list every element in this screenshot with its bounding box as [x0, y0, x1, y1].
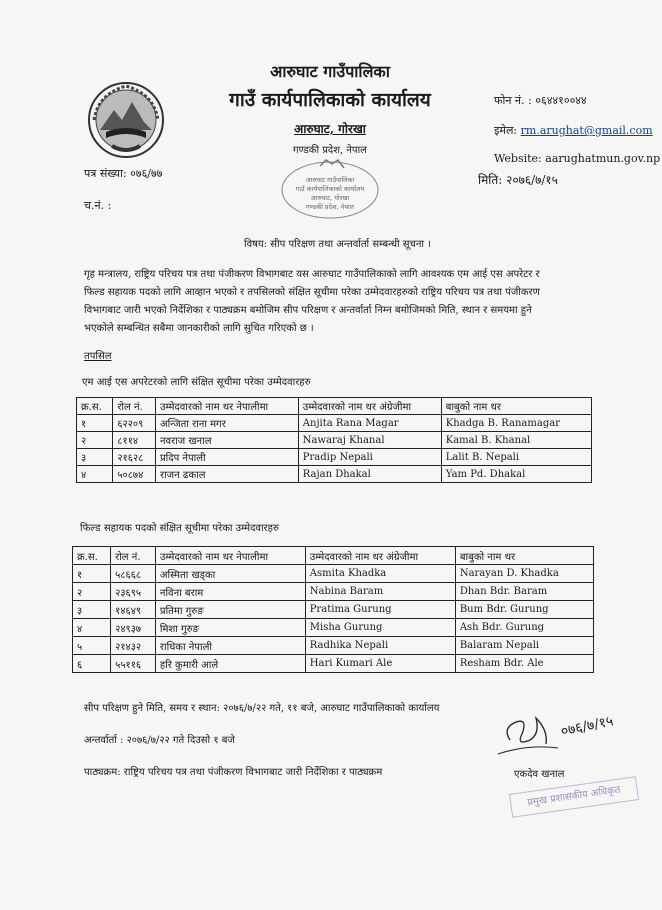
- date-value: २०७६/७/१५: [506, 173, 558, 187]
- office-location: आरुघाट, गोरखा: [294, 122, 366, 136]
- mis-operator-table: [76, 397, 592, 483]
- date-label: मिति:: [478, 173, 503, 187]
- cell: Asmita Khadka: [305, 565, 455, 583]
- col-roll: रोल नं.: [111, 547, 156, 565]
- table-row: [77, 449, 592, 466]
- cell: २: [73, 583, 111, 601]
- table-row: [73, 619, 594, 637]
- cell: २४९३७: [111, 619, 156, 637]
- office-stamp: [276, 158, 384, 222]
- cell: Nawaraj Khanal: [298, 432, 441, 449]
- website-label: Website:: [494, 152, 542, 165]
- skill-test-line: सीप परिक्षण हुने मिति, समय र स्थान: २०७६/७/२२ गते, ११ बजे, आरुघाट गाउँपालिकाको कार्यालय: [84, 703, 440, 714]
- cell: २१६२८: [113, 449, 156, 466]
- col-name-english: उम्मेदवारको नाम थर अंग्रेजीमा: [298, 398, 441, 415]
- table-row: [73, 583, 594, 601]
- table1-caption: एम आई एस अपरेटरको लागि संक्षित सूचीमा परेका उम्मेदवारहरु: [82, 377, 311, 388]
- table-header-row: [77, 398, 592, 415]
- cell: प्रदिप नेपाली: [155, 449, 298, 466]
- cell: हरि कुमारी आले: [155, 655, 305, 673]
- cell: राधिका नेपाली: [155, 637, 305, 655]
- cell: २: [77, 432, 113, 449]
- cell: Kamal B. Khanal: [441, 432, 591, 449]
- cell: Dhan Bdr. Baram: [455, 583, 593, 601]
- cell: Radhika Nepali: [305, 637, 455, 655]
- website-link[interactable]: aarughatmun.gov.np: [545, 152, 661, 165]
- table-row: [73, 565, 594, 583]
- table-row: [77, 432, 592, 449]
- email-label: इमेल:: [494, 124, 518, 137]
- website-line: [494, 152, 660, 165]
- cell: मिशा गुरुङ: [155, 619, 305, 637]
- cell: ५८६६८: [111, 565, 156, 583]
- email-link[interactable]: rm.arughat@gmail.com: [520, 124, 653, 137]
- cell: नवराज खनाल: [155, 432, 298, 449]
- stamp-line-3: आरुघाट, गोरखा: [310, 194, 350, 202]
- cell: Ash Bdr. Gurung: [455, 619, 593, 637]
- date-line: [478, 171, 558, 188]
- col-serial: क्र.स.: [73, 547, 111, 565]
- cell: १: [77, 415, 113, 432]
- subject-line: विषय: सीप परिक्षण तथा अन्तर्वार्ता सम्बन्धी सूचना ।: [244, 239, 431, 250]
- cell: Khadga B. Ranamagar: [441, 415, 591, 432]
- col-father-name: बाबुको नाम थर: [441, 398, 591, 415]
- cell: २१४३२: [111, 637, 156, 655]
- cell: Anjita Rana Magar: [298, 415, 441, 432]
- curriculum-line: पाठ्यक्रम: राष्ट्रिय परिचय पत्र तथा पंजीकरण विभागबाट जारी निर्देशिका र पाठ्यक्रम: [84, 767, 383, 778]
- stamp-line-1: आरुघाट गाउँपालिका: [305, 176, 355, 184]
- cell: नविना बराम: [155, 583, 305, 601]
- table-row: [77, 415, 592, 432]
- body-line-2: फिल्ड सहायक पदको लागि आव्हान भएको र तपसिलको संक्षित सूचीमा परेका उम्मेदवारहरुको राष्ट्रिय परिचय पत्र तथा पंजीकरण: [84, 287, 540, 298]
- table-row: [73, 601, 594, 619]
- cell: Yam Pd. Dhakal: [441, 466, 591, 483]
- designation-stamp: प्रमुख प्रशासकीय अधिकृत: [509, 776, 639, 818]
- table-header-row: [73, 547, 594, 565]
- cell: ४: [77, 466, 113, 483]
- cell: राजन ढकाल: [155, 466, 298, 483]
- col-name-nepali: उम्मेदवारको नाम थर नेपालीमा: [155, 398, 298, 415]
- cell: प्रतिमा गुरुङ: [155, 601, 305, 619]
- cell: अस्मिता खड्का: [155, 565, 305, 583]
- cell: ३: [73, 601, 111, 619]
- table-row: [73, 637, 594, 655]
- cell: Hari Kumari Ale: [305, 655, 455, 673]
- col-name-english: उम्मेदवारको नाम थर अंग्रेजीमा: [305, 547, 455, 565]
- interview-line: अन्तर्वार्ता : २०७६/७/२२ गते दिउसो १ बजे: [84, 735, 235, 746]
- phone-number: ०६४४१००४४: [535, 94, 587, 107]
- body-line-1: गृह मन्त्रालय, राष्ट्रिय परिचय पत्र तथा पंजीकरण विभागबाट यस आरुघाट गाउँपालिकाको लागि आवश्यक एम आई एस अपरेटर र: [84, 269, 540, 280]
- body-line-4: भएकोले सम्बन्धित सबैमा जानकारीको लागि सुचित गरिएको छ ।: [84, 323, 314, 334]
- col-name-nepali: उम्मेदवारको नाम थर नेपालीमा: [155, 547, 305, 565]
- cell: ६: [73, 655, 111, 673]
- tapsil-heading: तपसिल: [84, 351, 112, 362]
- stamp-line-4: गण्डकी प्रदेश, नेपाल: [305, 203, 355, 211]
- dispatch-number-label: च.नं. :: [84, 199, 112, 212]
- stamp-line-2: गाउँ कार्यपालिकाको कार्यालय: [295, 185, 365, 193]
- col-serial: क्र.स.: [77, 398, 113, 415]
- cell: Pratima Gurung: [305, 601, 455, 619]
- table-row: [77, 466, 592, 483]
- email-line: [494, 123, 653, 138]
- cell: ६२२०९: [113, 415, 156, 432]
- cell: Resham Bdr. Ale: [455, 655, 593, 673]
- cell: ४: [73, 619, 111, 637]
- municipality-name: आरुघाट गाउँपालिका: [270, 62, 390, 81]
- cell: Pradip Nepali: [298, 449, 441, 466]
- reference-line: [84, 166, 162, 181]
- signature-date: ०७६/७/१५: [559, 713, 615, 740]
- col-roll: रोल नं.: [113, 398, 156, 415]
- table2-caption: फिल्ड सहायक पदको संक्षित सूचीमा परेका उम्मेदवारहरु: [80, 523, 279, 534]
- reference-number: ०७६/७७: [130, 167, 163, 180]
- cell: Lalit B. Nepali: [441, 449, 591, 466]
- table-row: [73, 655, 594, 673]
- reference-label: पत्र संख्या:: [84, 167, 127, 180]
- cell: ८११४: [113, 432, 156, 449]
- body-line-3: विभागबाट जारी भएको निर्देशिका र पाठ्यक्रम बमोजिम सीप परिक्षण र अन्तर्वार्ता निम्न बमोजिमको मिति, स्थान र समयमा हुने: [84, 305, 532, 316]
- cell: ५५११६: [111, 655, 156, 673]
- cell: Nabina Baram: [305, 583, 455, 601]
- phone-label: फोन नं. :: [494, 94, 532, 107]
- cell: ३: [77, 449, 113, 466]
- cell: अन्जिता राना मगर: [155, 415, 298, 432]
- cell: Bum Bdr. Gurung: [455, 601, 593, 619]
- cell: २३६९५: [111, 583, 156, 601]
- cell: Rajan Dhakal: [298, 466, 441, 483]
- signature: [488, 700, 628, 772]
- cell: ५: [73, 637, 111, 655]
- cell: ५०८७४: [113, 466, 156, 483]
- signatory-name: एकदेव खनाल: [514, 769, 565, 780]
- office-name: गाउँ कार्यपालिकाको कार्यालय: [229, 89, 431, 111]
- cell: Narayan D. Khadka: [455, 565, 593, 583]
- cell: १: [73, 565, 111, 583]
- nepal-emblem-icon: [86, 80, 166, 160]
- cell: Balaram Nepali: [455, 637, 593, 655]
- col-father-name: बाबुको नाम थर: [455, 547, 593, 565]
- phone-line: [494, 93, 587, 108]
- cell: १४६४९: [111, 601, 156, 619]
- province-name: गण्डकी प्रदेश, नेपाल: [293, 145, 367, 156]
- field-assistant-table: [72, 546, 594, 673]
- cell: Misha Gurung: [305, 619, 455, 637]
